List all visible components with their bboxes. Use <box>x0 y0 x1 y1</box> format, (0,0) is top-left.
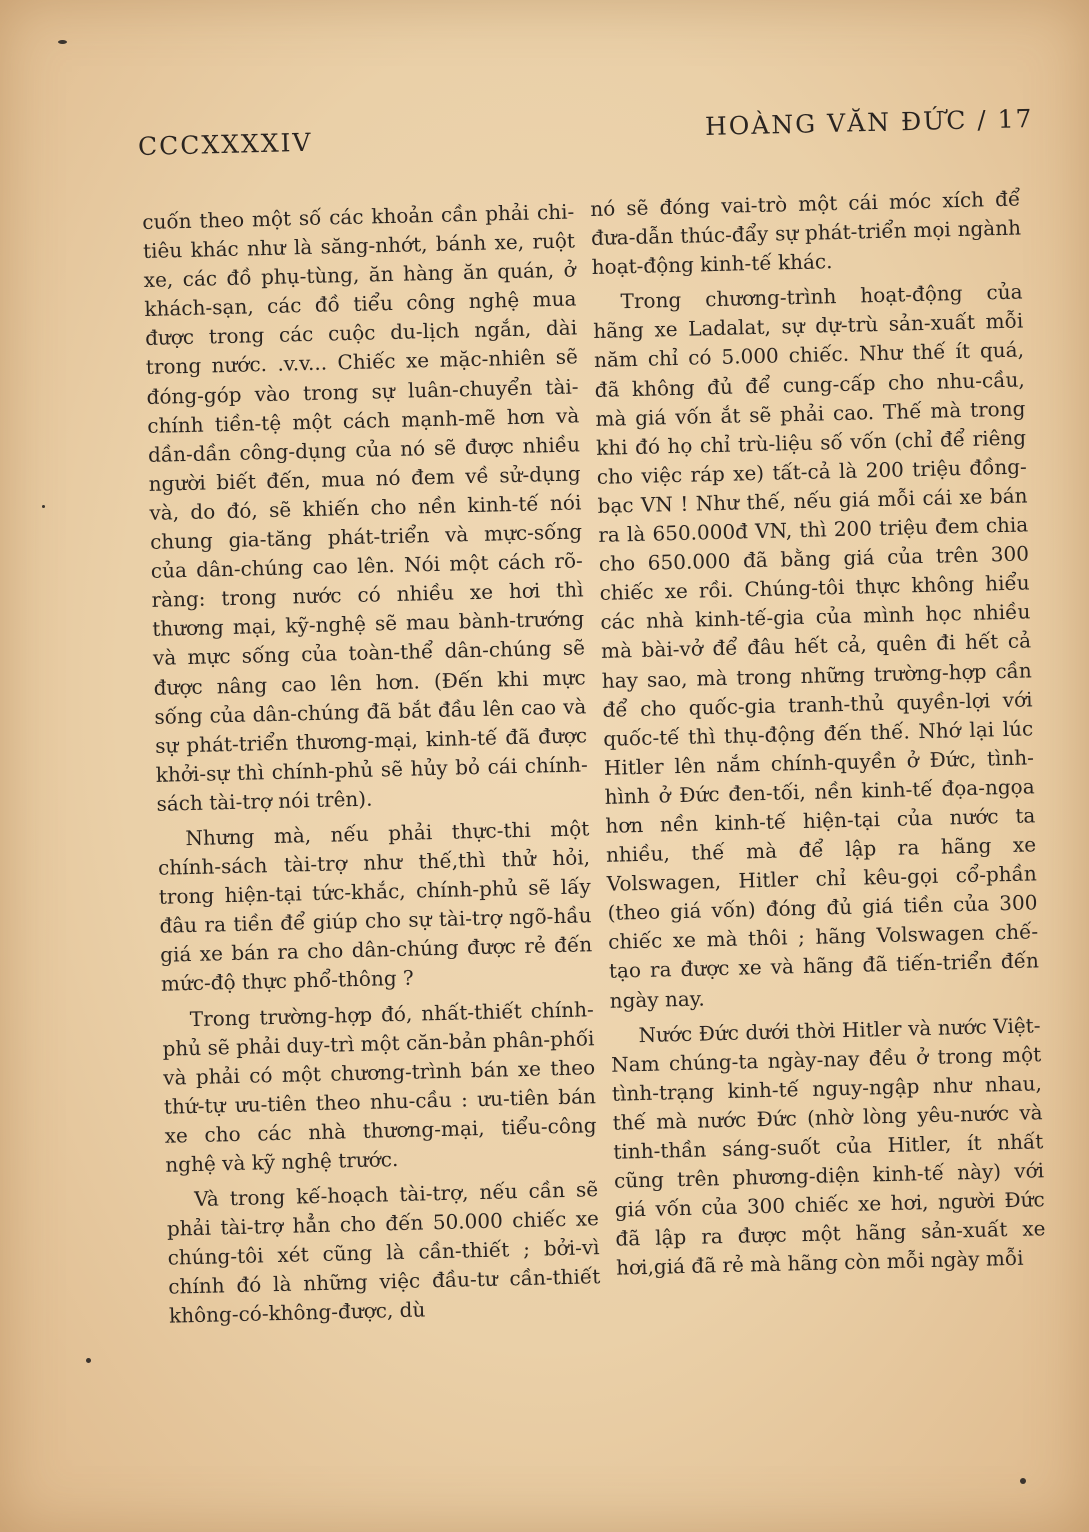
ink-speck <box>1020 1478 1026 1484</box>
running-header-left: CCCXXXXIV <box>137 127 313 161</box>
left-column <box>142 197 601 1337</box>
running-header-right: HOÀNG VĂN ĐỨC / 17 <box>704 103 1034 141</box>
ink-speck <box>58 40 67 44</box>
left-paragraph-3: Trong trường-hợp đó, nhất-thiết chính-phủ sẽ phải duy-trì một căn-bản phân-phối và phải có một chương-trình bán xe theo thứ-tự ưu-tiên theo nhu-cầu : ưu-tiên bán xe cho các nhà thương-mại, tiểu-công nghệ và kỹ nghệ trước. <box>162 996 597 1177</box>
right-column <box>590 184 1047 1289</box>
right-paragraph-3: Nước Đức dưới thời Hitler và nước Việt-Nam chúng-ta ngày-nay đều ở trong một tình-trạng kinh-tế nguy-ngập như nhau, thế mà nước Đức (nhờ lòng yêu-nước và tinh-thần sáng-suốt của Hitler, ít nhất cũng trên phương-diện kinh-tế này) với giá vốn của 300 chiếc xe hơi, người Đức đã lập ra được một hãng sản-xuất xe hơi,giá đã rẻ mà hãng còn mỗi ngày mỗi <box>610 1012 1046 1281</box>
left-paragraph-4: Và trong kế-hoạch tài-trợ, nếu cần sẽ phải tài-trợ hẳn cho đến 50.000 chiếc xe chúng-tôi xét cũng là cần-thiết ; bởi-vì chính đó là những việc đầu-tư cần-thiết không-có-không-được, dù <box>166 1177 601 1329</box>
left-paragraph-1: cuốn theo một số các khoản cần phải chi-tiêu khác như là săng-nhớt, bánh xe, ruột xe, các đồ phụ-tùng, ăn hàng ăn quán, ở khách-sạn, các đồ tiểu công nghệ mua được trong các cuộc du-lịch ngắn, dài trong nước. .v.v... Chiếc xe mặc-nhiên sẽ đóng-góp vào trong sự luân-chuyển tài-chính tiền-tệ một cách mạnh-mẽ hơn và dần-dần công-dụng của nó sẽ được nhiều người biết đến, mua nó đem về sử-dụng và, do đó, sẽ khiến cho nền kinh-tế nói chung gia-tăng phát-triển và mực-sống của dân-chúng cao lên. Nói một cách rõ-ràng: trong nước có nhiều xe hơi thì thương mại, kỹ-nghệ sẽ mau bành-trướng và mực sống của toàn-thể dân-chúng sẽ được nâng cao lên hơn. (Đến khi mực sống của dân-chúng đã bắt đầu lên cao và sự phát-triển thương-mại, kinh-tế đã được khởi-sự thì chính-phủ sẽ hủy bỏ cái chính-sách tài-trợ nói trên). <box>142 199 589 816</box>
right-paragraph-2: Trong chương-trình hoạt-động của hãng xe Ladalat, sự dự-trù sản-xuất mỗi năm chỉ có 5.000 chiếc. Như thế ít quá, đã không đủ để cung-cấp cho nhu-cầu, mà giá vốn ắt sẽ phải cao. Thế mà trong khi đó họ chỉ trù-liệu số vốn (chỉ để riêng cho việc ráp xe) tất-cả là 200 triệu đồng-bạc VN ! Như thế, nếu giá mỗi cái xe bán ra là 650.000đ VN, thì 200 triệu đem chia cho 650.000 đã bằng giá của trên 300 chiếc xe rồi. Chúng-tôi thực không hiểu các nhà kinh-tế-gia của mình học nhiều mà bài-vở để đâu hết cả, quên đi hết cả hay sao, mà trong những trường-hợp cần để cho quốc-gia tranh-thủ quyền-lợi với quốc-tế thì thụ-động đến thế. Nhớ lại lúc Hitler lên nắm chính-quyền ở Đức, tình-hình ở Đức đen-tối, nền kinh-tế đọa-ngọa hơn nền kinh-tế hiện-tại của nước ta nhiều, thế mà để lập ra hãng xe Volswagen, Hitler chỉ kêu-gọi cổ-phần (theo giá vốn) đóng đủ giá tiền của 300 chiếc xe mà thôi ; hãng Volswagen chế-tạo ra được xe và hãng đã tiến-triển đến ngày nay. <box>593 279 1040 1013</box>
ink-speck <box>42 505 45 508</box>
right-paragraph-1: nó sẽ đóng vai-trò một cái móc xích để đưa-dẫn thúc-đẩy sự phát-triển mọi ngành hoạt-động kinh-tế khác. <box>590 186 1022 280</box>
ink-speck <box>86 1358 91 1363</box>
left-paragraph-2: Nhưng mà, nếu phải thực-thi một chính-sách tài-trợ như thế,thì thử hỏi, trong hiện-tại tức-khắc, chính-phủ sẽ lấy đâu ra tiền để giúp cho sự tài-trợ ngõ-hầu giá xe bán ra cho dân-chúng được rẻ đến mức-độ thực phổ-thông ? <box>157 816 593 997</box>
